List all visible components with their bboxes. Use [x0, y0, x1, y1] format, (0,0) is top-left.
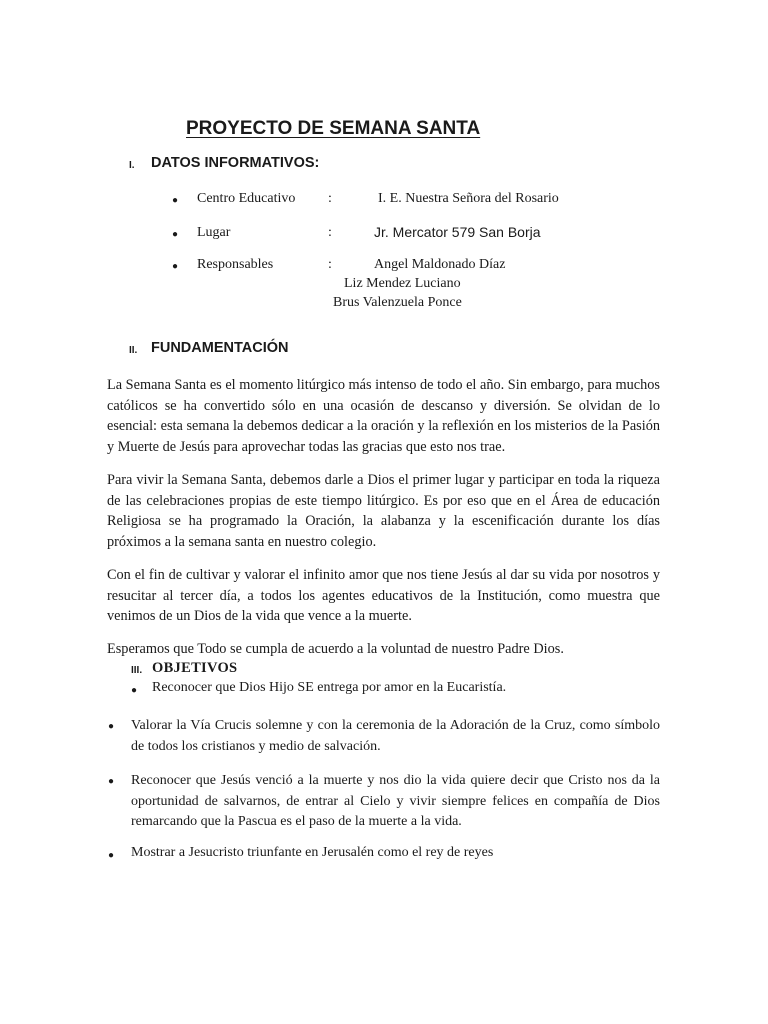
bullet-icon: ●: [172, 195, 179, 206]
paragraph: Con el fin de cultivar y valorar el infinito amor que nos tiene Jesús al dar su vida por nosotros y resucitar al tercer día, a todos los agentes educativos de la Institución, como muestra que venimos de un Dios de la vida que vence a la muerte.: [107, 567, 660, 624]
info-separator: :: [328, 257, 332, 272]
objective-text: Mostrar a Jesucristo triunfante en Jerusalén como el rey de reyes: [131, 845, 494, 860]
info-value: Angel Maldonado Díaz: [374, 257, 506, 272]
bullet-icon: ●: [172, 229, 179, 240]
section-1-number: I.: [129, 160, 135, 171]
info-value-extra: Liz Mendez Luciano: [344, 276, 461, 291]
info-label: Lugar: [197, 225, 231, 240]
bullet-icon: ●: [108, 776, 115, 787]
section-2-number: II.: [129, 345, 138, 356]
objective-text: Reconocer que Jesús venció a la muerte y nos dio la vida quiere decir que Cristo nos da la oportunidad de salvarnos, de entrar al Cielo y vivir siempre felices en compañía de Dios remarcando que la Pascua es el paso de la muerte a la vida.: [131, 773, 660, 829]
info-separator: :: [328, 225, 332, 240]
info-label: Responsables: [197, 257, 274, 272]
objective-text: Reconocer que Dios Hijo SE entrega por amor en la Eucaristía.: [152, 680, 507, 695]
info-value-extra: Brus Valenzuela Ponce: [333, 295, 462, 310]
info-value: Jr. Mercator 579 San Borja: [374, 224, 541, 240]
section-3-heading: OBJETIVOS: [152, 660, 238, 676]
paragraph: Esperamos que Todo se cumpla de acuerdo a la voluntad de nuestro Padre Dios.: [107, 641, 564, 657]
section-3-number: III.: [131, 665, 143, 676]
info-separator: :: [328, 191, 332, 206]
paragraph: La Semana Santa es el momento litúrgico más intenso de todo el año. Sin embargo, para muchos católicos se ha convertido sólo en una ocasión de descanso y diversión. Se olvidan de lo esencial: esta semana la debemos dedicar a la oración y la reflexión en los misterios de la Pasión y Muerte de Jesús para aprovechar todas las gracias que esto nos trae.: [107, 377, 660, 455]
document-title: PROYECTO DE SEMANA SANTA: [186, 118, 481, 139]
bullet-icon: ●: [172, 261, 179, 272]
section-2-heading: FUNDAMENTACIÓN: [151, 340, 289, 356]
bullet-icon: ●: [131, 685, 138, 696]
bullet-icon: ●: [108, 721, 115, 732]
objective-text: Valorar la Vía Crucis solemne y con la ceremonia de la Adoración de la Cruz, como símbolo de todos los cristianos y medio de salvación.: [131, 718, 660, 754]
info-label: Centro Educativo: [197, 191, 296, 206]
bullet-icon: ●: [108, 850, 115, 861]
paragraph: Para vivir la Semana Santa, debemos darle a Dios el primer lugar y participar en toda la riqueza de las celebraciones propias de este tiempo litúrgico. Es por eso que en el Área de educación Religiosa se ha programado la Oración, la alabanza y la escenificación durante los días próximos a la semana santa en nuestro colegio.: [107, 472, 660, 550]
info-value: I. E. Nuestra Señora del Rosario: [378, 191, 559, 206]
section-1-heading: DATOS INFORMATIVOS:: [151, 155, 320, 171]
